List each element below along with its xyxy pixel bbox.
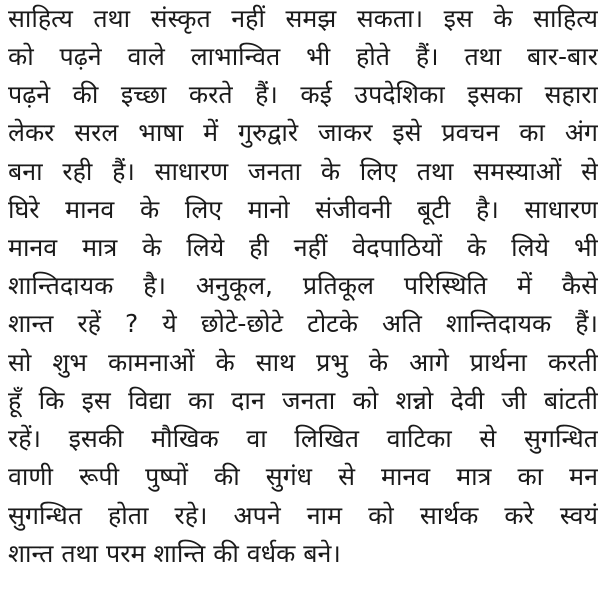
text-line: मानव मात्र के लिये ही नहीं वेदपाठियों के लिये भी	[8, 233, 598, 262]
text-line: बना रही हैं। साधारण जनता के लिए तथा समस्याओं से	[8, 157, 598, 186]
text-line: शान्त तथा परम शान्ति की वर्धक बने।	[8, 539, 341, 568]
text-line: हूँ कि इस विद्या का दान जनता को शन्नो देवी जी बांटती	[8, 386, 598, 415]
text-line: घिरे मानव के लिए मानो संजीवनी बूटी है। साधारण	[8, 195, 598, 224]
text-line: शान्त रहें ? ये छोटे-छोटे टोटके अति शान्तिदायक हैं।	[8, 309, 598, 338]
text-line: सुगन्धित होता रहे। अपने नाम को सार्थक करे स्वयं	[8, 501, 598, 530]
text-line: को पढ़ने वाले लाभान्वित भी होते हैं। तथा बार-बार	[8, 42, 598, 71]
text-line: सो शुभ कामनाओं के साथ प्रभु के आगे प्रार्थना करती	[8, 348, 598, 377]
text-line: पढ़ने की इच्छा करते हैं। कई उपदेशिका इसका सहारा	[8, 80, 598, 109]
text-line: साहित्य तथा संस्कृत नहीं समझ सकता। इस के साहित्य	[8, 4, 598, 33]
text-line: लेकर सरल भाषा में गुरुद्वारे जाकर इसे प्रवचन का अंग	[8, 118, 598, 147]
text-line: शान्तिदायक है। अनुकूल, प्रतिकूल परिस्थिति में कैसे	[8, 271, 598, 300]
text-line: रहें। इसकी मौखिक वा लिखित वाटिका से सुगन्धित	[8, 424, 598, 453]
text-line: वाणी रूपी पुष्पों की सुगंध से मानव मात्र का मन	[8, 462, 598, 491]
